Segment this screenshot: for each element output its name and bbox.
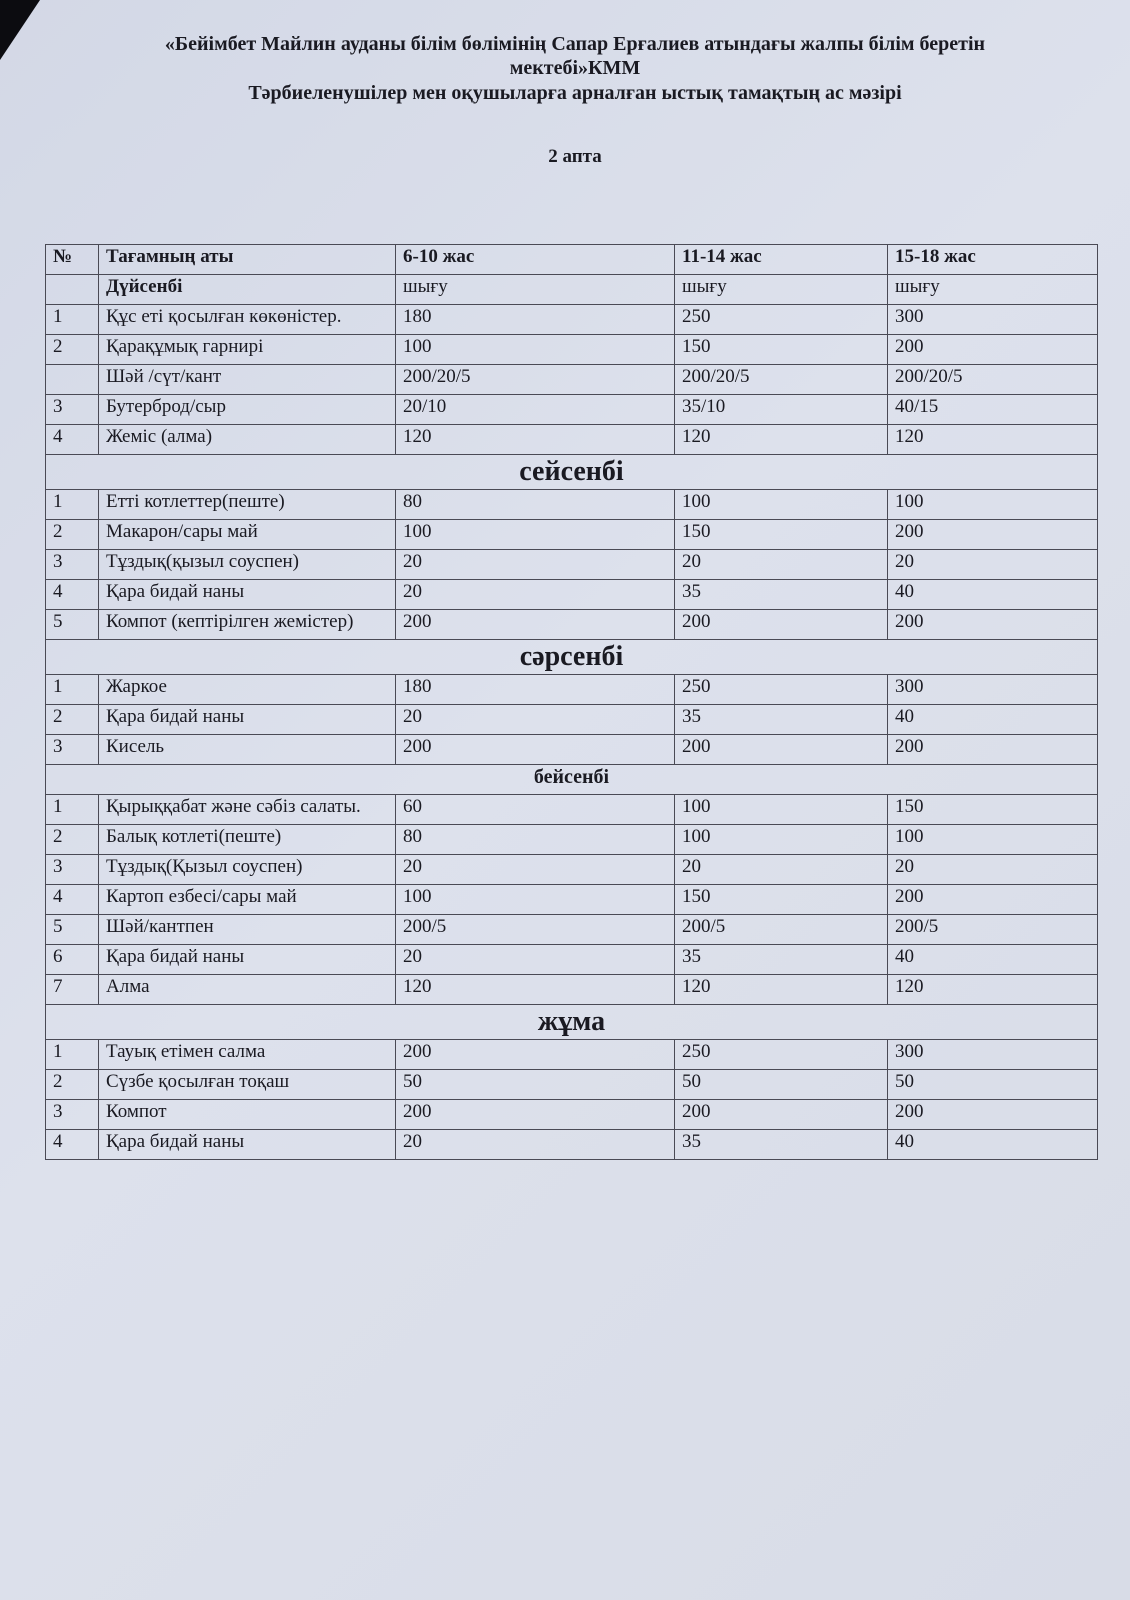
portion-6-10: 180 (396, 305, 675, 335)
portion-15-18: 200 (888, 610, 1098, 640)
portion-11-14: 200 (675, 735, 888, 765)
portion-11-14: 35/10 (675, 395, 888, 425)
portion-6-10: 200 (396, 610, 675, 640)
portion-6-10: 200/20/5 (396, 365, 675, 395)
item-number: 5 (46, 915, 99, 945)
col-age3-header: 15-18 жас (888, 245, 1098, 275)
table-row (46, 705, 1098, 735)
item-number: 2 (46, 520, 99, 550)
portion-15-18: 200 (888, 735, 1098, 765)
table-row (46, 580, 1098, 610)
item-number: 1 (46, 675, 99, 705)
portion-6-10: 20/10 (396, 395, 675, 425)
item-number: 4 (46, 1130, 99, 1160)
item-number: 3 (46, 395, 99, 425)
portion-15-18: 50 (888, 1070, 1098, 1100)
portion-6-10: 20 (396, 705, 675, 735)
item-name: Қырыққабат және сәбіз салаты. (99, 795, 396, 825)
item-name: Картоп езбесі/сары май (99, 885, 396, 915)
portion-6-10: 20 (396, 1130, 675, 1160)
item-name: Сүзбе қосылған тоқаш (99, 1070, 396, 1100)
day-heading: сейсенбі (46, 455, 1098, 490)
day-heading-row (46, 455, 1098, 490)
portion-6-10: 20 (396, 945, 675, 975)
portion-6-10: 120 (396, 975, 675, 1005)
portion-15-18: 300 (888, 305, 1098, 335)
portion-15-18: 40/15 (888, 395, 1098, 425)
table-row (46, 1100, 1098, 1130)
item-number: 4 (46, 425, 99, 455)
table-row (46, 520, 1098, 550)
portion-11-14: 200/5 (675, 915, 888, 945)
table-row (46, 945, 1098, 975)
col-name-header: Тағамның аты (99, 245, 396, 275)
item-number (46, 365, 99, 395)
unit-age3: шығу (888, 275, 1098, 305)
table-row (46, 490, 1098, 520)
item-number: 1 (46, 490, 99, 520)
portion-6-10: 200 (396, 1040, 675, 1070)
portion-15-18: 200 (888, 885, 1098, 915)
item-name: Құс еті қосылған көкөністер. (99, 305, 396, 335)
portion-11-14: 35 (675, 945, 888, 975)
portion-6-10: 120 (396, 425, 675, 455)
portion-15-18: 200 (888, 1100, 1098, 1130)
item-name: Кисель (99, 735, 396, 765)
portion-11-14: 100 (675, 490, 888, 520)
portion-11-14: 20 (675, 550, 888, 580)
table-row (46, 335, 1098, 365)
portion-6-10: 200/5 (396, 915, 675, 945)
portion-11-14: 120 (675, 975, 888, 1005)
portion-15-18: 200 (888, 520, 1098, 550)
portion-6-10: 200 (396, 735, 675, 765)
portion-11-14: 35 (675, 1130, 888, 1160)
day-heading-row (46, 640, 1098, 675)
portion-11-14: 200 (675, 1100, 888, 1130)
portion-15-18: 300 (888, 675, 1098, 705)
portion-6-10: 20 (396, 855, 675, 885)
item-name: Қара бидай наны (99, 705, 396, 735)
item-name: Жеміс (алма) (99, 425, 396, 455)
item-number: 5 (46, 610, 99, 640)
item-name: Алма (99, 975, 396, 1005)
item-number: 3 (46, 1100, 99, 1130)
table-row (46, 550, 1098, 580)
portion-6-10: 50 (396, 1070, 675, 1100)
portion-15-18: 40 (888, 580, 1098, 610)
menu-title: Тәрбиеленушілер мен оқушыларға арналған ыстық тамақтың ас мәзірі (248, 82, 902, 104)
item-name: Тауық етімен салма (99, 1040, 396, 1070)
portion-11-14: 150 (675, 520, 888, 550)
menu-table (45, 244, 1098, 1160)
portion-6-10: 100 (396, 520, 675, 550)
portion-11-14: 100 (675, 825, 888, 855)
item-number: 4 (46, 580, 99, 610)
unit-age2: шығу (675, 275, 888, 305)
table-row (46, 610, 1098, 640)
item-name: Компот (кептірілген жемістер) (99, 610, 396, 640)
table-row (46, 365, 1098, 395)
portion-11-14: 250 (675, 1040, 888, 1070)
item-name: Бутерброд/сыр (99, 395, 396, 425)
item-number: 7 (46, 975, 99, 1005)
portion-15-18: 40 (888, 1130, 1098, 1160)
item-number: 4 (46, 885, 99, 915)
portion-11-14: 200/20/5 (675, 365, 888, 395)
day-heading: жұма (46, 1005, 1098, 1040)
portion-11-14: 35 (675, 705, 888, 735)
day-label-monday: Дүйсенбі (99, 275, 396, 305)
portion-6-10: 180 (396, 675, 675, 705)
table-header-row (46, 245, 1098, 275)
item-number: 3 (46, 735, 99, 765)
item-name: Қара бидай наны (99, 580, 396, 610)
empty-cell (46, 275, 99, 305)
item-name: Тұздық(қызыл соуспен) (99, 550, 396, 580)
item-name: Тұздық(Қызыл соуспен) (99, 855, 396, 885)
item-name: Балық котлеті(пеште) (99, 825, 396, 855)
portion-11-14: 250 (675, 305, 888, 335)
portion-15-18: 20 (888, 550, 1098, 580)
portion-6-10: 20 (396, 550, 675, 580)
table-row (46, 855, 1098, 885)
item-number: 1 (46, 305, 99, 335)
portion-11-14: 150 (675, 885, 888, 915)
day-heading: сәрсенбі (46, 640, 1098, 675)
table-row (46, 1130, 1098, 1160)
portion-6-10: 20 (396, 580, 675, 610)
item-name: Шәй/кантпен (99, 915, 396, 945)
table-row (46, 825, 1098, 855)
item-number: 2 (46, 1070, 99, 1100)
item-name: Компот (99, 1100, 396, 1130)
portion-6-10: 80 (396, 825, 675, 855)
day-heading-row (46, 1005, 1098, 1040)
item-number: 1 (46, 795, 99, 825)
item-number: 2 (46, 825, 99, 855)
item-number: 3 (46, 550, 99, 580)
item-name: Шәй /сүт/кант (99, 365, 396, 395)
portion-15-18: 200/20/5 (888, 365, 1098, 395)
portion-6-10: 60 (396, 795, 675, 825)
portion-15-18: 150 (888, 795, 1098, 825)
item-number: 6 (46, 945, 99, 975)
table-row (46, 675, 1098, 705)
portion-15-18: 300 (888, 1040, 1098, 1070)
portion-6-10: 200 (396, 1100, 675, 1130)
table-row (46, 885, 1098, 915)
table-row (46, 425, 1098, 455)
table-row (46, 795, 1098, 825)
item-number: 1 (46, 1040, 99, 1070)
unit-age1: шығу (396, 275, 675, 305)
item-name: Қарақұмық гарнирі (99, 335, 396, 365)
portion-15-18: 40 (888, 945, 1098, 975)
table-row (46, 395, 1098, 425)
item-number: 2 (46, 335, 99, 365)
portion-11-14: 250 (675, 675, 888, 705)
portion-6-10: 100 (396, 885, 675, 915)
school-name-line2: мектебі»КММ (509, 57, 641, 79)
portion-11-14: 100 (675, 795, 888, 825)
portion-11-14: 150 (675, 335, 888, 365)
portion-15-18: 200 (888, 335, 1098, 365)
portion-15-18: 20 (888, 855, 1098, 885)
week-label: 2 апта (548, 146, 602, 167)
item-name: Жаркое (99, 675, 396, 705)
item-name: Макарон/сары май (99, 520, 396, 550)
portion-15-18: 200/5 (888, 915, 1098, 945)
day-heading-row (46, 765, 1098, 795)
table-row (46, 915, 1098, 945)
table-row (46, 1040, 1098, 1070)
portion-15-18: 100 (888, 825, 1098, 855)
col-age2-header: 11-14 жас (675, 245, 888, 275)
school-name-line1: «Бейімбет Майлин ауданы білім бөлімінің Сапар Ерғалиев атындағы жалпы білім беретін (164, 33, 986, 55)
item-name: Қара бидай наны (99, 1130, 396, 1160)
portion-6-10: 80 (396, 490, 675, 520)
document-header (30, 32, 1120, 168)
portion-11-14: 50 (675, 1070, 888, 1100)
portion-11-14: 200 (675, 610, 888, 640)
portion-11-14: 20 (675, 855, 888, 885)
col-num-header: № (46, 245, 99, 275)
portion-15-18: 40 (888, 705, 1098, 735)
table-row (46, 1070, 1098, 1100)
portion-11-14: 120 (675, 425, 888, 455)
item-name: Етті котлеттер(пеште) (99, 490, 396, 520)
table-row (46, 975, 1098, 1005)
portion-15-18: 120 (888, 975, 1098, 1005)
portion-15-18: 100 (888, 490, 1098, 520)
portion-15-18: 120 (888, 425, 1098, 455)
portion-6-10: 100 (396, 335, 675, 365)
portion-11-14: 35 (675, 580, 888, 610)
unit-row (46, 275, 1098, 305)
item-number: 2 (46, 705, 99, 735)
table-row (46, 735, 1098, 765)
day-heading: бейсенбі (46, 765, 1098, 795)
table-row (46, 305, 1098, 335)
col-age1-header: 6-10 жас (396, 245, 675, 275)
item-number: 3 (46, 855, 99, 885)
item-name: Қара бидай наны (99, 945, 396, 975)
